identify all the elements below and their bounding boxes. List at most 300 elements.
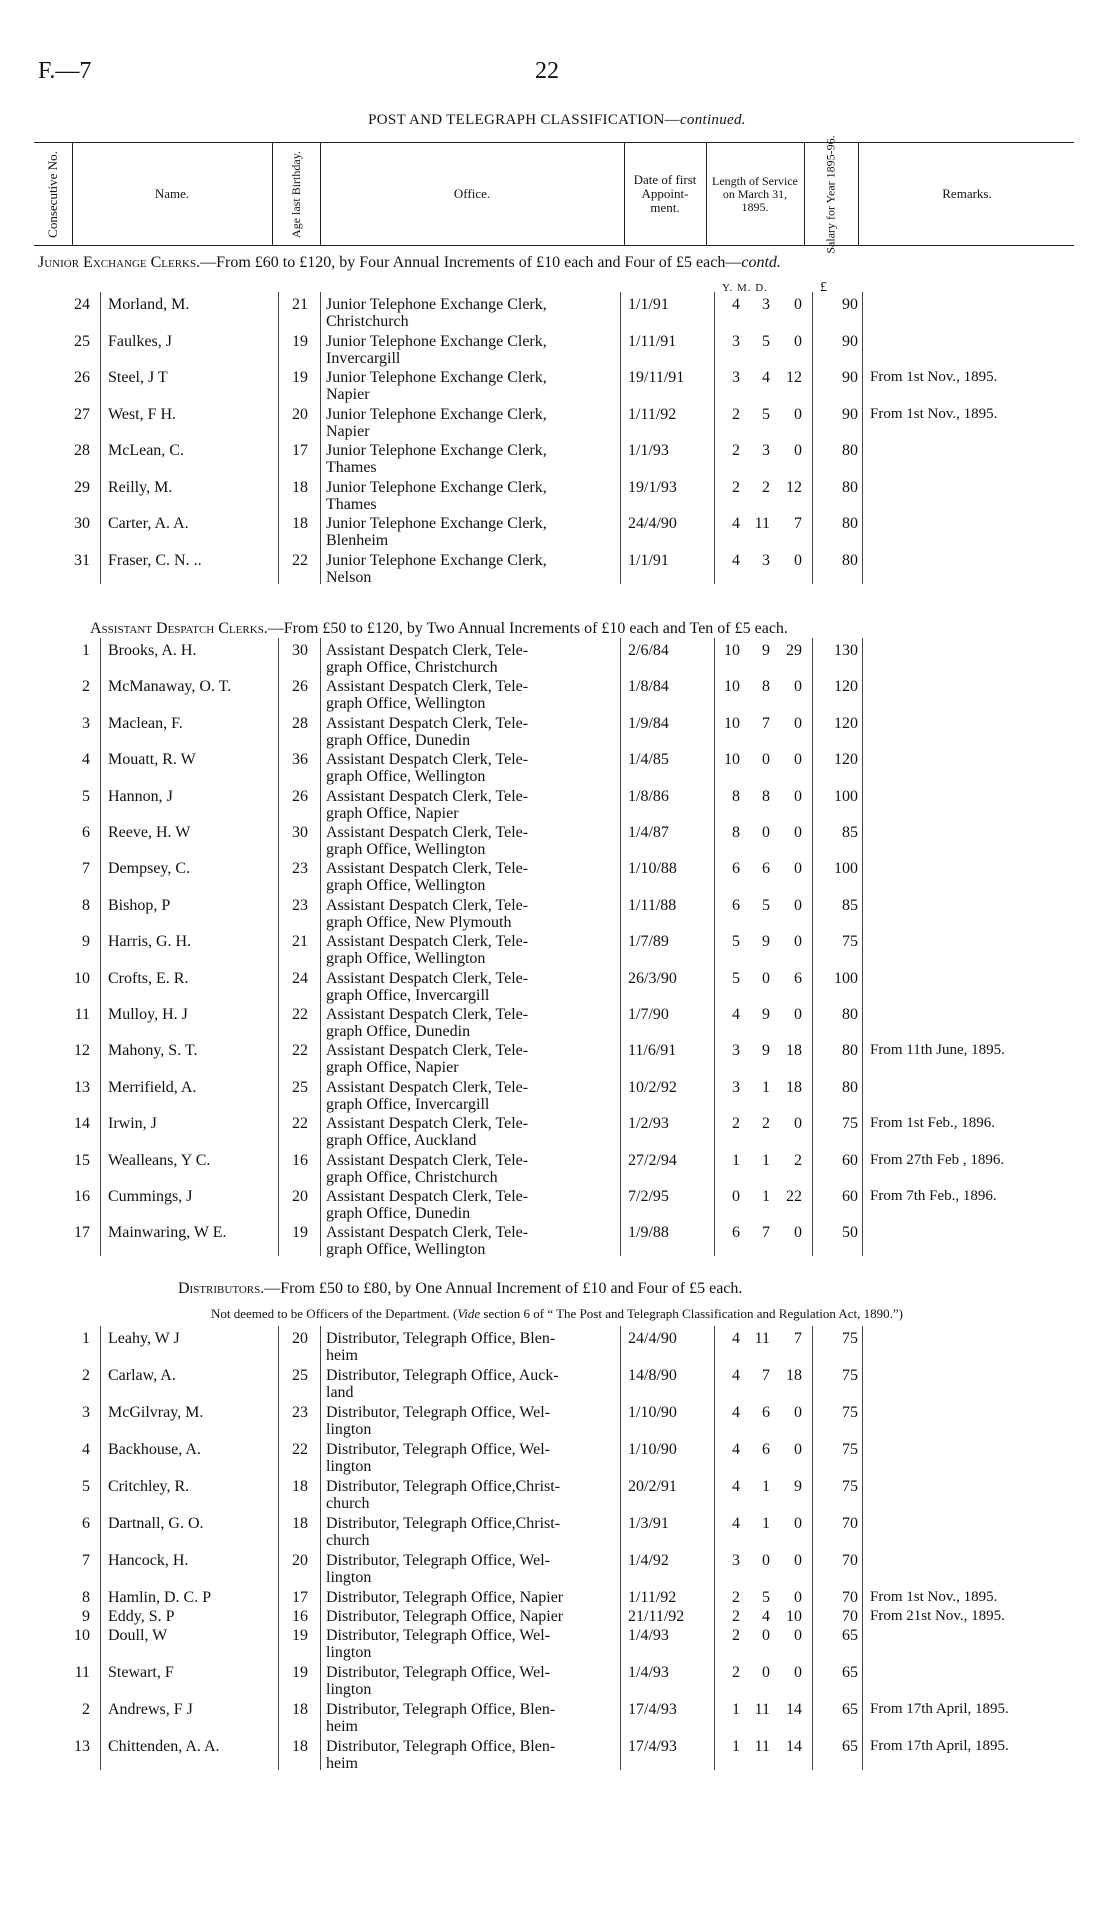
service-days: 0 — [794, 1589, 802, 1606]
salary: 90 — [842, 406, 858, 423]
office-line-1: Assistant Despatch Clerk, Tele- — [326, 824, 529, 841]
salary: 65 — [842, 1701, 858, 1718]
salary: 75 — [842, 1404, 858, 1421]
office-line-2: Thames — [326, 496, 377, 513]
employee-age: 21 — [292, 933, 308, 950]
office-description — [326, 1224, 584, 1258]
col-consecutive-no: Consecutive No. — [44, 150, 60, 238]
office-line-2: graph Office, Dunedin — [326, 1023, 471, 1040]
row-number: 2 — [82, 1367, 90, 1384]
salary: 100 — [834, 970, 858, 987]
office-line-2: graph Office, Christchurch — [326, 1169, 498, 1186]
appointment-date: 1/8/84 — [628, 678, 669, 695]
employee-age: 18 — [292, 1738, 308, 1755]
employee-age: 23 — [292, 1404, 308, 1421]
service-months: 2 — [762, 479, 770, 496]
office-line-1: Assistant Despatch Clerk, Tele- — [326, 1006, 529, 1023]
office-line-2: heim — [326, 1347, 358, 1364]
table-row — [0, 1404, 1114, 1440]
row-number: 13 — [74, 1738, 90, 1755]
row-number: 9 — [82, 933, 90, 950]
service-days: 0 — [794, 1552, 802, 1569]
appointment-date: 19/1/93 — [628, 479, 677, 496]
appointment-date: 1/11/91 — [628, 333, 677, 350]
row-number: 4 — [82, 1441, 90, 1458]
office-line-1: Assistant Despatch Clerk, Tele- — [326, 1079, 529, 1096]
office-line-2: lington — [326, 1458, 372, 1475]
office-line-1: Assistant Despatch Clerk, Tele- — [326, 1224, 529, 1241]
office-line-1: Assistant Despatch Clerk, Tele- — [326, 1152, 529, 1169]
table-row — [0, 824, 1114, 860]
office-description — [326, 1152, 584, 1186]
office-description — [326, 1188, 584, 1222]
office-description — [326, 715, 584, 749]
salary: 120 — [834, 715, 858, 732]
service-months: 1 — [762, 1478, 770, 1495]
employee-age: 36 — [292, 751, 308, 768]
service-months: 1 — [762, 1188, 770, 1205]
employee-name: Hancock, H. — [108, 1552, 189, 1569]
office-line-2: graph Office, Wellington — [326, 1241, 486, 1258]
service-years: 4 — [732, 1515, 740, 1532]
employee-age: 20 — [292, 1188, 308, 1205]
table-row — [0, 1042, 1114, 1078]
salary: 75 — [842, 1330, 858, 1347]
service-years: 4 — [732, 1404, 740, 1421]
office-line-1: Distributor, Telegraph Office, Auck- — [326, 1367, 559, 1384]
section-heading — [38, 254, 781, 272]
row-number: 10 — [74, 1627, 90, 1644]
office-line-1: Distributor, Telegraph Office, Blen- — [326, 1738, 556, 1755]
salary: 80 — [842, 1079, 858, 1096]
appointment-date: 1/10/90 — [628, 1404, 677, 1421]
office-line-2: graph Office, Dunedin — [326, 732, 471, 749]
employee-age: 18 — [292, 479, 308, 496]
remarks: From 1st Nov., 1895. — [870, 369, 998, 385]
office-line-2: graph Office, Wellington — [326, 877, 486, 894]
employee-age: 20 — [292, 1552, 308, 1569]
service-years: 8 — [732, 824, 740, 841]
table-row — [0, 933, 1114, 969]
office-line-2: graph Office, Wellington — [326, 768, 486, 785]
table-row — [0, 1441, 1114, 1477]
service-years: 3 — [732, 1552, 740, 1569]
table-row — [0, 442, 1114, 478]
service-days: 0 — [794, 751, 802, 768]
col-length: Length of Service on March 31, 1895. — [712, 173, 798, 214]
salary: 80 — [842, 1006, 858, 1023]
employee-age: 23 — [292, 897, 308, 914]
col-salary: Salary for Year 1895-96. — [823, 134, 838, 254]
service-months: 9 — [762, 933, 770, 950]
service-days: 0 — [794, 860, 802, 877]
office-description — [326, 751, 584, 785]
service-months: 8 — [762, 788, 770, 805]
office-line-1: Assistant Despatch Clerk, Tele- — [326, 1115, 529, 1132]
service-years: 4 — [732, 1367, 740, 1384]
service-days: 0 — [794, 333, 802, 350]
section-heading-continued: contd. — [741, 254, 781, 271]
appointment-date: 27/2/94 — [628, 1152, 677, 1169]
employee-age: 18 — [292, 1478, 308, 1495]
service-months: 3 — [762, 442, 770, 459]
service-days: 0 — [794, 897, 802, 914]
service-years: 3 — [732, 369, 740, 386]
service-years: 8 — [732, 788, 740, 805]
service-months: 11 — [754, 1330, 770, 1347]
row-number: 10 — [74, 970, 90, 987]
appointment-date: 1/4/92 — [628, 1552, 669, 1569]
office-line-1: Assistant Despatch Clerk, Tele- — [326, 1188, 529, 1205]
office-line-1: Distributor, Telegraph Office, Wel- — [326, 1664, 550, 1681]
row-number: 24 — [74, 296, 90, 313]
service-years: 4 — [732, 1441, 740, 1458]
section-heading-title: Junior Exchange Clerks. — [38, 254, 201, 271]
employee-age: 22 — [292, 552, 308, 569]
employee-name: Wealleans, Y C. — [108, 1152, 211, 1169]
office-description — [326, 933, 584, 967]
row-number: 17 — [74, 1224, 90, 1241]
employee-name: Faulkes, J — [108, 333, 172, 350]
salary: 70 — [842, 1589, 858, 1606]
col-office: Office. — [453, 186, 491, 201]
office-description — [326, 296, 584, 330]
service-days: 0 — [794, 1404, 802, 1421]
employee-name: McManaway, O. T. — [108, 678, 232, 695]
row-number: 4 — [82, 751, 90, 768]
office-description — [326, 406, 584, 440]
table-row — [0, 1367, 1114, 1403]
appointment-date: 1/7/90 — [628, 1006, 669, 1023]
office-line-1: Assistant Despatch Clerk, Tele- — [326, 860, 529, 877]
office-description — [326, 479, 584, 513]
table-row — [0, 1224, 1114, 1260]
service-days: 2 — [794, 1152, 802, 1169]
office-line-2: graph Office, Auckland — [326, 1132, 477, 1149]
employee-age: 20 — [292, 406, 308, 423]
appointment-date: 1/3/91 — [628, 1515, 669, 1532]
service-months: 6 — [762, 1441, 770, 1458]
appointment-date: 1/1/91 — [628, 296, 669, 313]
salary: 80 — [842, 479, 858, 496]
office-description — [326, 1079, 584, 1113]
table-row — [0, 1006, 1114, 1042]
table-row — [0, 552, 1114, 588]
office-description — [326, 1441, 584, 1475]
salary: 65 — [842, 1627, 858, 1644]
section-heading-terms: —From £60 to £120, by Four Annual Increments of £10 each and Four of £5 each— — [200, 254, 742, 271]
employee-age: 21 — [292, 296, 308, 313]
employee-name: Backhouse, A. — [108, 1441, 201, 1458]
row-number: 7 — [82, 860, 90, 877]
service-months: 3 — [762, 296, 770, 313]
service-years: 0 — [732, 1188, 740, 1205]
row-number: 12 — [74, 1042, 90, 1059]
table-row — [0, 642, 1114, 678]
office-line-2: graph Office, New Plymouth — [326, 914, 512, 931]
service-years: 4 — [732, 1478, 740, 1495]
employee-name: McGilvray, M. — [108, 1404, 204, 1421]
salary: 75 — [842, 1441, 858, 1458]
service-years: 10 — [724, 751, 740, 768]
office-line-2: graph Office, Christchurch — [326, 659, 498, 676]
office-description — [326, 1608, 584, 1625]
office-description — [326, 1627, 584, 1661]
service-months: 6 — [762, 1404, 770, 1421]
service-months: 9 — [762, 1042, 770, 1059]
service-days: 0 — [794, 1006, 802, 1023]
table-row — [0, 406, 1114, 442]
service-months: 11 — [754, 1738, 770, 1755]
salary: 85 — [842, 897, 858, 914]
office-line-1: Distributor, Telegraph Office, Wel- — [326, 1441, 550, 1458]
service-years: 5 — [732, 970, 740, 987]
row-number: 3 — [82, 715, 90, 732]
table-row — [0, 479, 1114, 515]
service-years: 4 — [732, 1006, 740, 1023]
table-row — [0, 751, 1114, 787]
title-main: POST AND TELEGRAPH CLASSIFICATION— — [368, 112, 680, 128]
table-row — [0, 1478, 1114, 1514]
service-days: 0 — [794, 824, 802, 841]
row-number: 25 — [74, 333, 90, 350]
employee-age: 26 — [292, 788, 308, 805]
office-line-2: land — [326, 1384, 354, 1401]
remarks: From 11th June, 1895. — [870, 1042, 1005, 1058]
appointment-date: 1/9/84 — [628, 715, 669, 732]
appointment-date: 17/4/93 — [628, 1738, 677, 1755]
salary: 65 — [842, 1738, 858, 1755]
service-years: 4 — [732, 1330, 740, 1347]
office-line-1: Assistant Despatch Clerk, Tele- — [326, 642, 529, 659]
office-line-2: heim — [326, 1718, 358, 1735]
employee-age: 22 — [292, 1115, 308, 1132]
office-line-2: graph Office, Napier — [326, 805, 459, 822]
service-months: 0 — [762, 970, 770, 987]
service-months: 9 — [762, 642, 770, 659]
service-years: 5 — [732, 933, 740, 950]
row-number: 2 — [82, 1701, 90, 1718]
employee-name: Crofts, E. R. — [108, 970, 189, 987]
row-number: 8 — [82, 897, 90, 914]
salary: 80 — [842, 552, 858, 569]
service-days: 0 — [794, 406, 802, 423]
office-line-1: Assistant Despatch Clerk, Tele- — [326, 897, 529, 914]
table-row — [0, 1664, 1114, 1700]
service-years: 3 — [732, 333, 740, 350]
appointment-date: 1/10/88 — [628, 860, 677, 877]
page-title — [0, 112, 1114, 129]
office-line-1: Assistant Despatch Clerk, Tele- — [326, 788, 529, 805]
service-days: 0 — [794, 442, 802, 459]
service-years: 10 — [724, 678, 740, 695]
remarks: From 1st Feb., 1896. — [870, 1115, 996, 1131]
salary: 70 — [842, 1552, 858, 1569]
office-line-2: graph Office, Dunedin — [326, 1205, 471, 1222]
office-description — [326, 1478, 584, 1512]
remarks: From 7th Feb., 1896. — [870, 1188, 997, 1204]
service-months: 1 — [762, 1515, 770, 1532]
employee-name: Hannon, J — [108, 788, 173, 805]
service-days: 14 — [786, 1701, 802, 1718]
table-row — [0, 333, 1114, 369]
service-days: 18 — [786, 1367, 802, 1384]
service-months: 8 — [762, 678, 770, 695]
employee-age: 16 — [292, 1152, 308, 1169]
appointment-date: 1/11/92 — [628, 1589, 677, 1606]
service-days: 0 — [794, 933, 802, 950]
service-months: 5 — [762, 333, 770, 350]
employee-name: Mainwaring, W E. — [108, 1224, 227, 1241]
table-row — [0, 1738, 1114, 1774]
table-row — [0, 1330, 1114, 1366]
service-days: 0 — [794, 1627, 802, 1644]
salary: 100 — [834, 788, 858, 805]
table-row — [0, 1701, 1114, 1737]
salary: 60 — [842, 1152, 858, 1169]
table-row — [0, 1115, 1114, 1151]
row-number: 6 — [82, 824, 90, 841]
employee-age: 19 — [292, 1224, 308, 1241]
employee-name: West, F H. — [108, 406, 177, 423]
service-months: 5 — [762, 406, 770, 423]
row-number: 11 — [74, 1006, 90, 1023]
employee-name: Fraser, C. N. .. — [108, 552, 202, 569]
service-years: 2 — [732, 1589, 740, 1606]
salary: 70 — [842, 1515, 858, 1532]
employee-age: 23 — [292, 860, 308, 877]
office-line-2: graph Office, Invercargill — [326, 987, 490, 1004]
office-line-1: Assistant Despatch Clerk, Tele- — [326, 678, 529, 695]
employee-age: 30 — [292, 824, 308, 841]
salary: 80 — [842, 442, 858, 459]
office-line-2: Napier — [326, 423, 370, 440]
service-months: 2 — [762, 1115, 770, 1132]
service-days: 10 — [786, 1608, 802, 1625]
appointment-date: 1/7/89 — [628, 933, 669, 950]
table-row — [0, 970, 1114, 1006]
service-days: 0 — [794, 1441, 802, 1458]
salary: 75 — [842, 1478, 858, 1495]
office-line-2: Nelson — [326, 569, 372, 586]
office-description — [326, 515, 584, 549]
service-months: 3 — [762, 552, 770, 569]
service-days: 29 — [786, 642, 802, 659]
appointment-date: 7/2/95 — [628, 1188, 669, 1205]
section-heading-title: Assistant Despatch Clerks. — [90, 620, 268, 637]
office-description — [326, 369, 584, 403]
office-line-2: lington — [326, 1681, 372, 1698]
employee-name: Reilly, M. — [108, 479, 173, 496]
employee-name: Mahony, S. T. — [108, 1042, 198, 1059]
document-reference: F.—7 — [38, 58, 92, 84]
employee-name: Carlaw, A. — [108, 1367, 176, 1384]
employee-name: Hamlin, D. C. P — [108, 1589, 212, 1606]
office-description — [326, 552, 584, 586]
service-years: 6 — [732, 1224, 740, 1241]
employee-name: Cummings, J — [108, 1188, 193, 1205]
office-line-2: graph Office, Wellington — [326, 841, 486, 858]
office-line-2: church — [326, 1532, 370, 1549]
office-description — [326, 788, 584, 822]
service-years: 2 — [732, 1608, 740, 1625]
office-description — [326, 1404, 584, 1438]
service-months: 1 — [762, 1079, 770, 1096]
service-months: 5 — [762, 1589, 770, 1606]
office-line-2: Christchurch — [326, 313, 409, 330]
appointment-date: 17/4/93 — [628, 1701, 677, 1718]
appointment-date: 10/2/92 — [628, 1079, 677, 1096]
office-line-2: lington — [326, 1569, 372, 1586]
office-line-1: Assistant Despatch Clerk, Tele- — [326, 933, 529, 950]
salary: 120 — [834, 751, 858, 768]
employee-name: Dempsey, C. — [108, 860, 191, 877]
employee-name: Steel, J T — [108, 369, 168, 386]
employee-age: 25 — [292, 1367, 308, 1384]
row-number: 7 — [82, 1552, 90, 1569]
employee-age: 19 — [292, 369, 308, 386]
service-days: 0 — [794, 1515, 802, 1532]
office-line-1: Distributor, Telegraph Office,Christ- — [326, 1515, 561, 1532]
salary: 90 — [842, 333, 858, 350]
office-line-1: Junior Telephone Exchange Clerk, — [326, 369, 547, 386]
service-years: 10 — [724, 715, 740, 732]
remarks: From 1st Nov., 1895. — [870, 1589, 998, 1605]
service-years: 1 — [732, 1738, 740, 1755]
row-number: 11 — [74, 1664, 90, 1681]
table-row — [0, 860, 1114, 896]
salary: 75 — [842, 1367, 858, 1384]
office-line-2: Blenheim — [326, 532, 389, 549]
employee-name: Carter, A. A. — [108, 515, 189, 532]
appointment-date: 19/11/91 — [628, 369, 685, 386]
employee-age: 25 — [292, 1079, 308, 1096]
office-line-2: heim — [326, 1755, 358, 1772]
office-line-2: Invercargill — [326, 350, 401, 367]
remarks: From 21st Nov., 1895. — [870, 1608, 1005, 1624]
table-row — [0, 1515, 1114, 1551]
office-line-1: Junior Telephone Exchange Clerk, — [326, 406, 547, 423]
row-number: 6 — [82, 1515, 90, 1532]
office-description — [326, 1515, 584, 1549]
service-years: 1 — [732, 1152, 740, 1169]
office-description — [326, 970, 584, 1004]
employee-name: Merrifield, A. — [108, 1079, 197, 1096]
service-years: 3 — [732, 1042, 740, 1059]
service-years: 3 — [732, 1079, 740, 1096]
service-years: 2 — [732, 406, 740, 423]
appointment-date: 1/10/90 — [628, 1441, 677, 1458]
service-months: 0 — [762, 1627, 770, 1644]
section-heading — [178, 1280, 742, 1298]
office-line-1: Distributor, Telegraph Office, Napier — [326, 1589, 564, 1606]
office-line-1: Distributor, Telegraph Office, Wel- — [326, 1552, 550, 1569]
row-number: 28 — [74, 442, 90, 459]
office-description — [326, 1042, 584, 1076]
employee-age: 19 — [292, 1627, 308, 1644]
office-description — [326, 442, 584, 476]
col-age: Age last Birthday. — [288, 150, 303, 238]
table-row — [0, 369, 1114, 405]
service-days: 7 — [794, 515, 802, 532]
appointment-date: 1/4/87 — [628, 824, 669, 841]
remarks: From 1st Nov., 1895. — [870, 406, 998, 422]
remarks: From 27th Feb , 1896. — [870, 1152, 1005, 1168]
section-heading-terms: —From £50 to £80, by One Annual Increment of £10 and Four of £5 each. — [264, 1280, 743, 1297]
appointment-date: 11/6/91 — [628, 1042, 677, 1059]
employee-name: Brooks, A. H. — [108, 642, 197, 659]
units-pound: £ — [820, 280, 828, 295]
